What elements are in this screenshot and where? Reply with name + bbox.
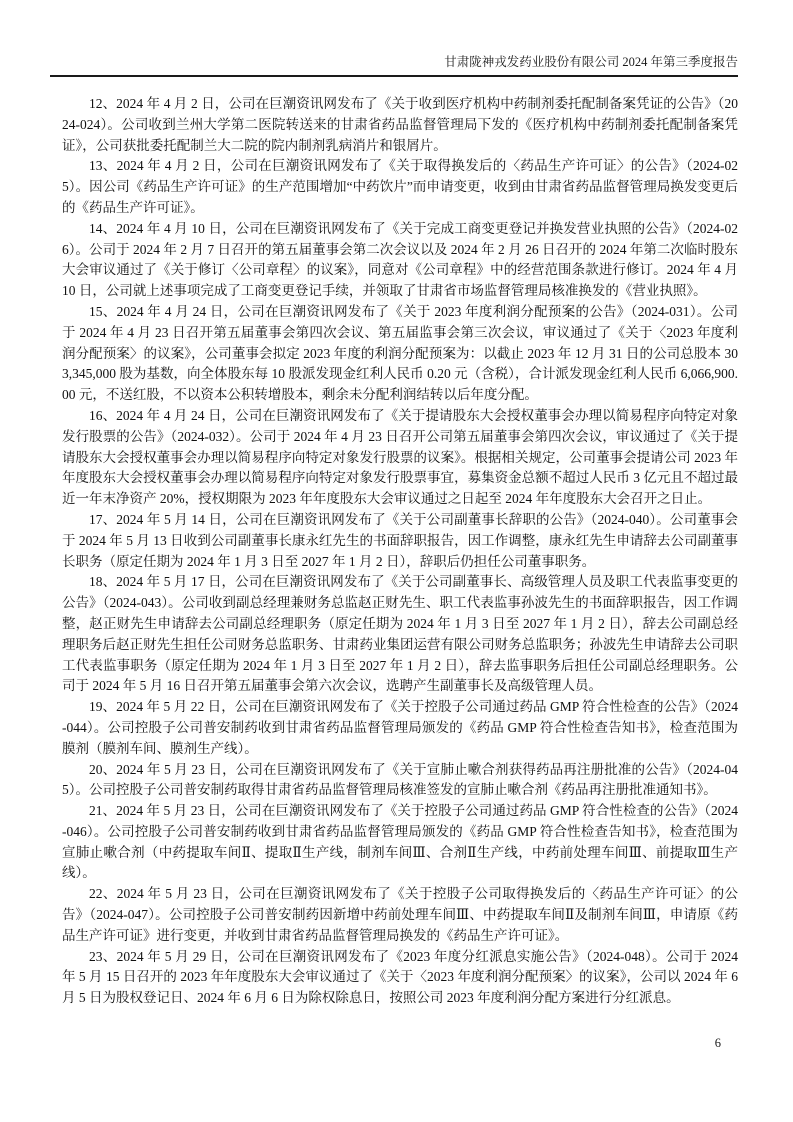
report-paragraph: 20、2024 年 5 月 23 日，公司在巨潮资讯网发布了《关于宣肺止嗽合剂获得药品再注册批准的公告》（2024-045）。公司控股子公司普安制药取得甘肃省药品监督管理局核准签发的宣肺止嗽合剂《药品再注册批准通知书》。 [62,761,738,798]
report-paragraph: 23、2024 年 5 月 29 日，公司在巨潮资讯网发布了《2023 年度分红派息实施公告》（2024-048）。公司于 2024 年 5 月 15 日召开的 2023 年年度股东大会审议通过了《关于〈2023 年度利润分配预案〉的议案》，公司以 2024 年 6 月 5 日为股权登记日、2024 年 6 月 6 日为除权除息日，按照公司 2023 年度利润分配方案进行分红派息。 [62,948,738,1006]
report-paragraph: 21、2024 年 5 月 23 日，公司在巨潮资讯网发布了《关于控股子公司通过药品 GMP 符合性检查的公告》（2024-046）。公司控股子公司普安制药收到甘肃省药品监督管理局颁发的《药品 GMP 符合性检查告知书》，检查范围为宣肺止嗽合剂（中药提取车间Ⅱ、提取Ⅱ生产线，制剂车间Ⅲ、合剂Ⅱ生产线，中药前处理车间Ⅲ、前提取Ⅲ生产线）。 [62,803,738,881]
report-paragraph: 17、2024 年 5 月 14 日，公司在巨潮资讯网发布了《关于公司副董事长辞职的公告》（2024-040）。公司董事会于 2024 年 5 月 13 日收到公司副董事长康永红先生的书面辞职报告，因工作调整，康永红先生申请辞去公司副董事长职务（原定任期为 2024 年 1 月 3 日至 2027 年 1 月 2 日），辞职后仍担任公司董事职务。 [62,511,738,569]
report-paragraph: 13、2024 年 4 月 2 日，公司在巨潮资讯网发布了《关于取得换发后的〈药品生产许可证〉的公告》（2024-025）。因公司《药品生产许可证》的生产范围增加“中药饮片”而申请变更，收到由甘肃省药品监督管理局换发变更后的《药品生产许可证》。 [62,158,738,215]
report-body [62,94,738,1009]
page-footer [715,1036,721,1051]
report-paragraph: 19、2024 年 5 月 22 日，公司在巨潮资讯网发布了《关于控股子公司通过药品 GMP 符合性检查的公告》（2024-044）。公司控股子公司普安制药收到甘肃省药品监督管理局颁发的《药品 GMP 符合性检查告知书》，检查范围为膜剂（膜剂车间、膜剂生产线）。 [62,699,738,756]
page-number: 6 [714,1036,721,1050]
page-header [50,54,738,77]
report-paragraph: 14、2024 年 4 月 10 日，公司在巨潮资讯网发布了《关于完成工商变更登记并换发营业执照的公告》（2024-026）。公司于 2024 年 2 月 7 日召开的第五届董事会第二次会议以及 2024 年 2 月 26 日召开的 2024 年第二次临时股东大会审议通过了《关于修订〈公司章程〉的议案》，同意对《公司章程》中的经营范围条款进行修订。2024 年 4 月 10 日，公司就上述事项完成了工商变更登记手续，并领取了甘肃省市场监督管理局核准换发的《营业执照》。 [62,220,738,299]
report-paragraph: 16、2024 年 4 月 24 日，公司在巨潮资讯网发布了《关于提请股东大会授权董事会办理以简易程序向特定对象发行股票的公告》（2024-032）。公司于 2024 年 4 月 23 日召开公司第五届董事会第四次会议，审议通过了《关于提请股东大会授权董事会办理以简易程序向特定对象发行股票的议案》。根据相关规定，公司董事会提请公司 2023 年年度股东大会授权董事会办理以简易程序向特定对象发行股票事宜，募集资金总额不超过人民币 3 亿元且不超过最近一年末净资产 20%，授权期限为 2023 年年度股东大会审议通过之日起至 2024 年年度股东大会召开之日止。 [62,407,738,507]
report-paragraph: 12、2024 年 4 月 2 日，公司在巨潮资讯网发布了《关于收到医疗机构中药制剂委托配制备案凭证的公告》（2024-024）。公司收到兰州大学第二医院转送来的甘肃省药品监督管理局下发的《医疗机构中药制剂委托配制备案凭证》，公司获批委托配制兰大二院的院内制剂乳病消片和银屑片。 [62,96,738,153]
report-paragraph: 22、2024 年 5 月 23 日，公司在巨潮资讯网发布了《关于控股子公司取得换发后的〈药品生产许可证〉的公告》（2024-047）。公司控股子公司普安制药因新增中药前处理车间Ⅲ、中药提取车间Ⅱ及制剂车间Ⅲ，申请原《药品生产许可证》进行变更，并收到甘肃省药品监督管理局换发的《药品生产许可证》。 [62,886,738,943]
report-paragraph: 15、2024 年 4 月 24 日，公司在巨潮资讯网发布了《关于 2023 年度利润分配预案的公告》（2024-031）。公司于 2024 年 4 月 23 日召开第五届董事会第四次会议、第五届监事会第三次会议，审议通过了《关于〈2023 年度利润分配预案〉的议案》，公司董事会拟定 2023 年度的利润分配预案为：以截止 2023 年 12 月 31 日的公司总股本 303,345,000 股为基数，向全体股东每 10 股派发现金红利人民币 0.20 元（含税），合计派发现金红利人民币 6,066,900.00 元，不送红股，不以资本公积转增股本，剩余未分配利润结转以后年度分配。 [62,303,738,403]
report-header-title: 甘肃陇神戎发药业股份有限公司 2024 年第三季度报告 [444,55,738,69]
report-paragraph: 18、2024 年 5 月 17 日，公司在巨潮资讯网发布了《关于公司副董事长、高级管理人员及职工代表监事变更的公告》（2024-043）。公司收到副总经理兼财务总监赵正财先生、职工代表监事孙波先生的书面辞职报告，因工作调整，赵正财先生申请辞去公司副总经理职务（原定任期为 2024 年 1 月 3 日至 2027 年 1 月 2 日），辞去公司副总经理职务后赵正财先生担任公司财务总监职务、甘肃药业集团运营有限公司财务总监职务；孙波先生申请辞去公司职工代表监事职务（原定任期为 2024 年 1 月 3 日至 2027 年 1 月 2 日），辞去监事职务后担任公司副总经理职务。公司于 2024 年 5 月 16 日召开第五届董事会第六次会议，选聘产生副董事长及高级管理人员。 [62,574,738,694]
